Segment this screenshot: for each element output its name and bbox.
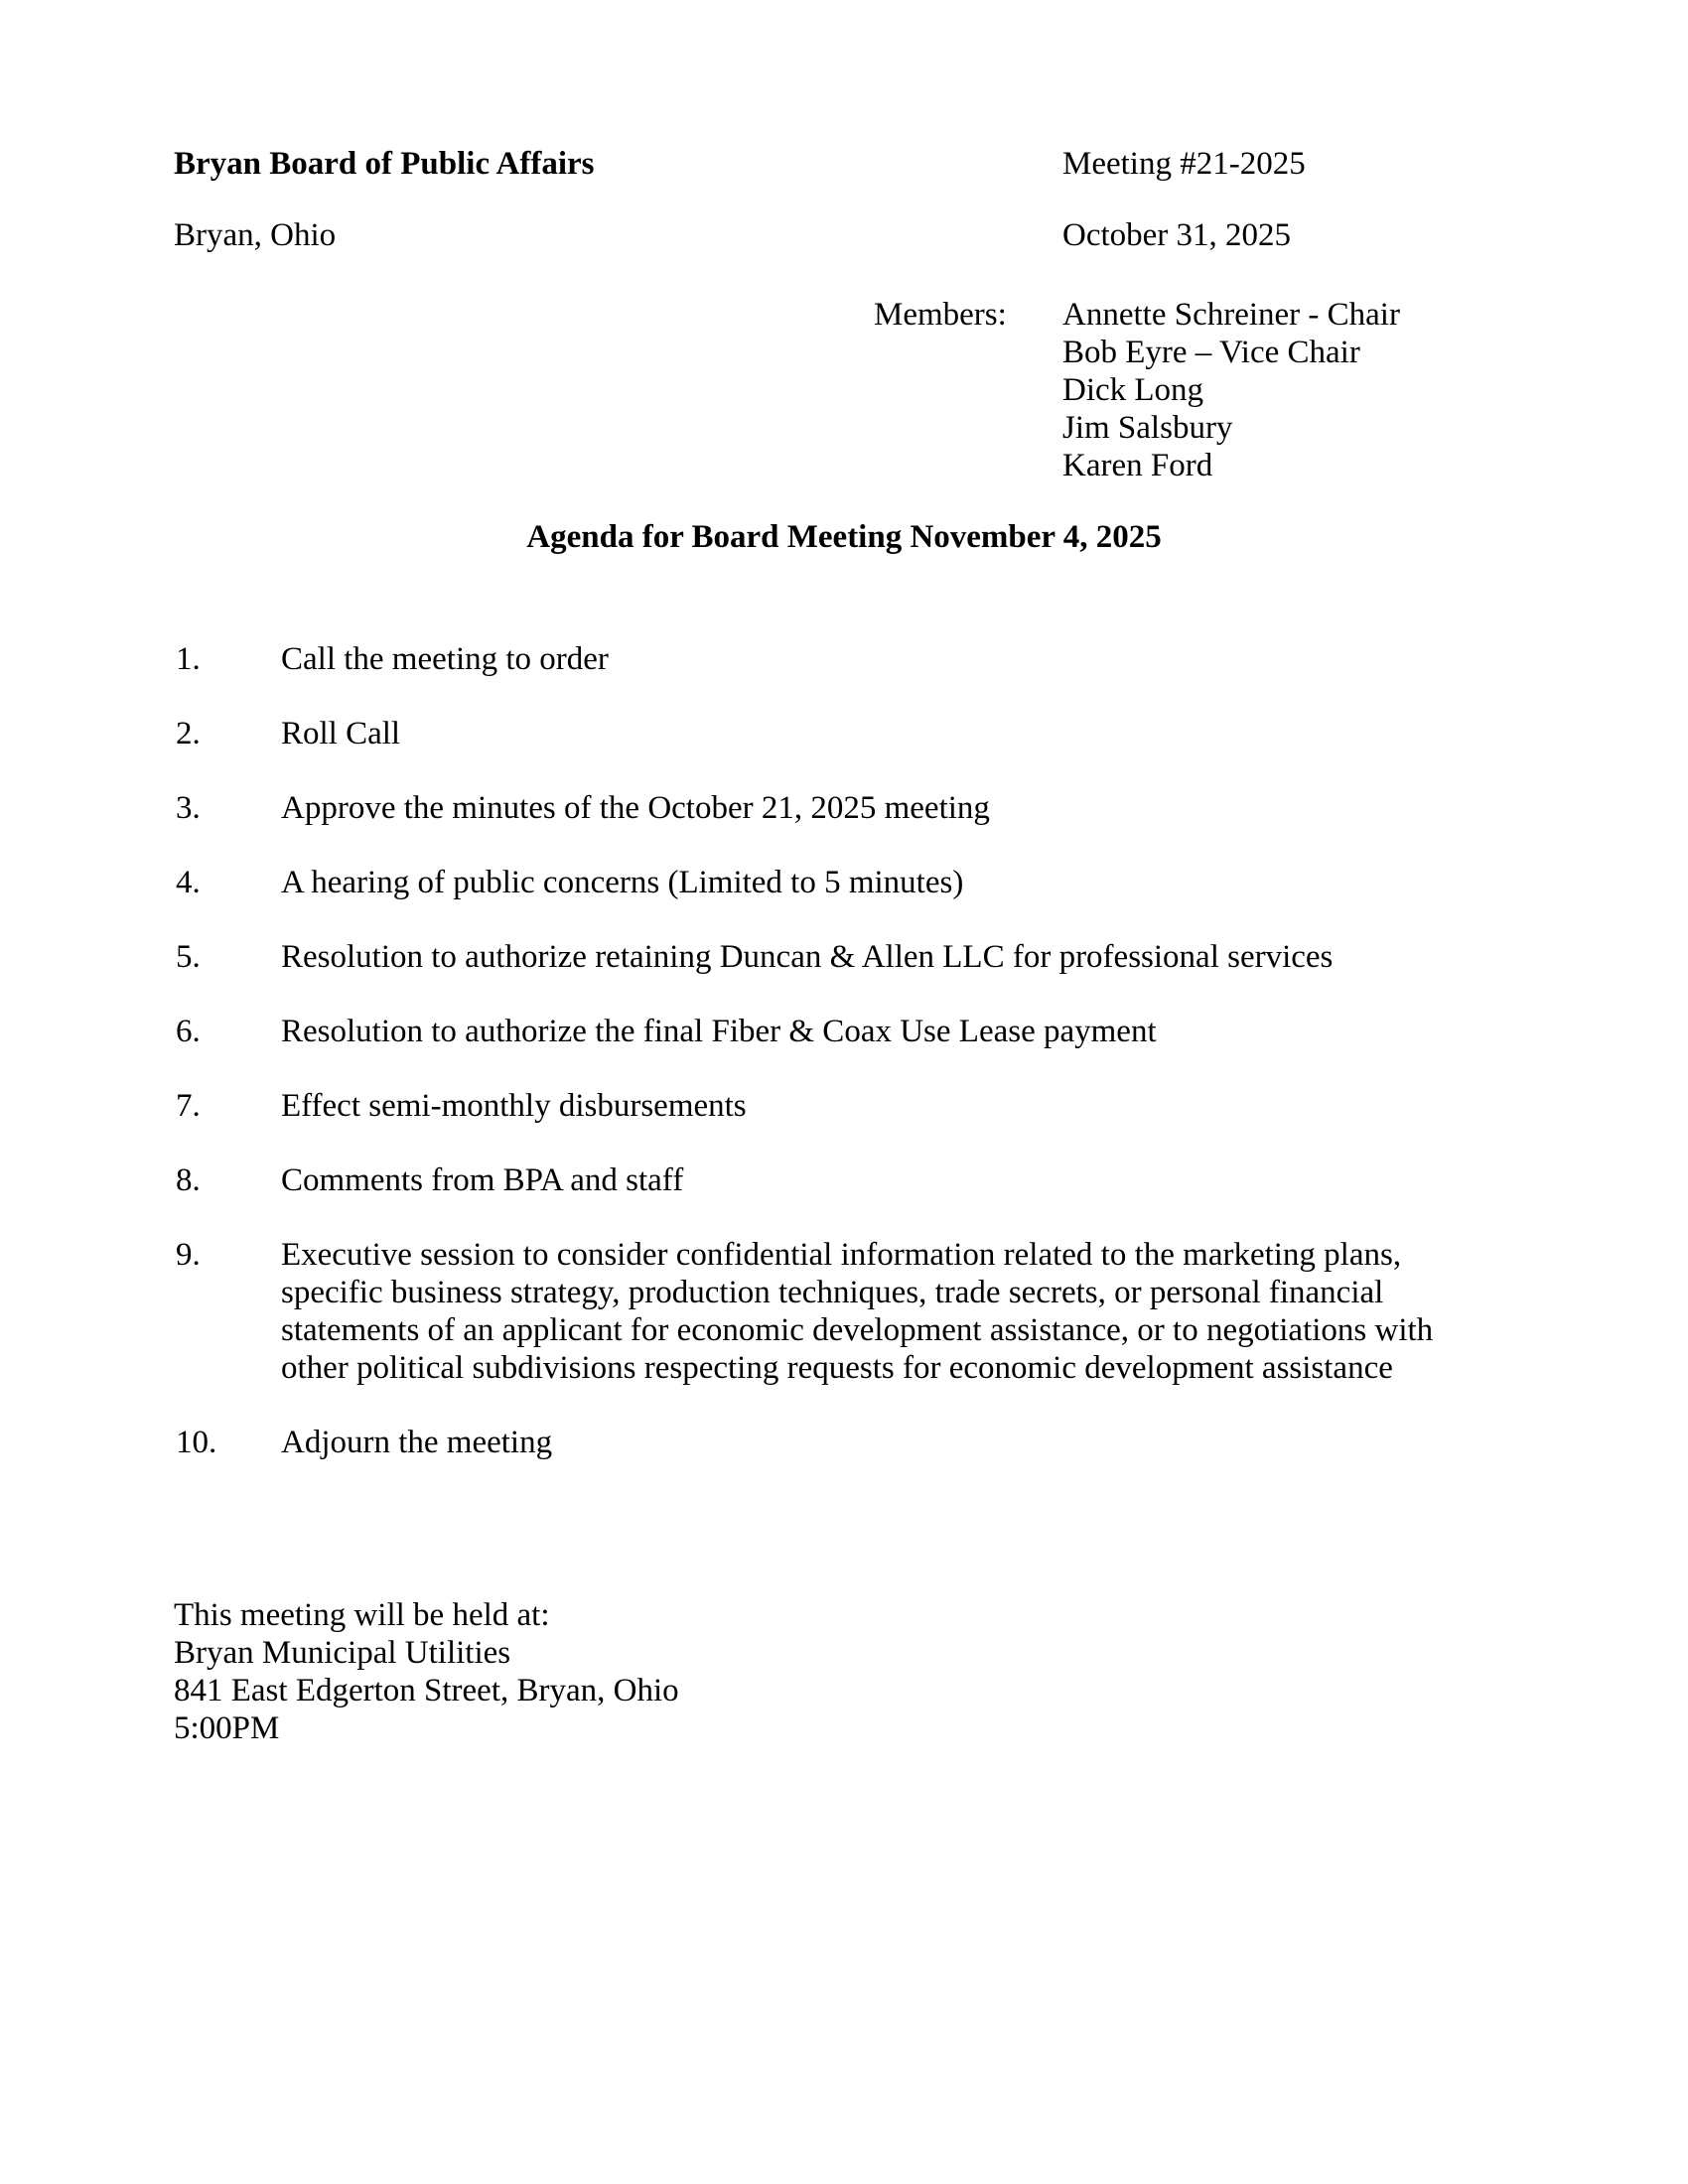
agenda-item-text: Approve the minutes of the October 21, 2025 meeting [281, 790, 990, 826]
organization-name: Bryan Board of Public Affairs [174, 146, 595, 182]
agenda-item [176, 1236, 1496, 1387]
members-list [1062, 296, 1400, 484]
agenda-item-number: 7. [176, 1088, 201, 1124]
meeting-number: Meeting #21-2025 [1062, 146, 1306, 182]
venue-line: Bryan Municipal Utilities [174, 1635, 511, 1671]
organization-location: Bryan, Ohio [174, 217, 337, 253]
agenda-item [176, 1087, 1496, 1125]
document-date: October 31, 2025 [1062, 217, 1292, 253]
agenda-item-text: Roll Call [281, 716, 401, 751]
member-name: Dick Long [1062, 372, 1204, 408]
agenda-item-text: Executive session to consider confidential information related to the marketing plans, specific business strategy, production techniques, trade secrets, or personal financial statements of an applicant for economic development assistance, or to negotiations with other political subdivisions respecting requests for economic development assistance [281, 1237, 1434, 1386]
agenda-item [176, 640, 1496, 678]
agenda-item [176, 1161, 1496, 1199]
agenda-item-number: 9. [176, 1237, 201, 1273]
agenda-item-text: A hearing of public concerns (Limited to 5 minutes) [281, 865, 964, 900]
agenda-item-number: 4. [176, 865, 201, 900]
member-name: Bob Eyre – Vice Chair [1062, 335, 1360, 370]
agenda-list [176, 640, 1496, 1498]
venue-line: 841 East Edgerton Street, Bryan, Ohio [174, 1673, 679, 1708]
venue-line: This meeting will be held at: [174, 1597, 550, 1633]
member-name: Karen Ford [1062, 448, 1213, 483]
agenda-item-text: Resolution to authorize the final Fiber & Coax Use Lease payment [281, 1014, 1157, 1049]
agenda-item [176, 1424, 1496, 1461]
agenda-item-number: 2. [176, 716, 201, 751]
agenda-item-number: 3. [176, 790, 201, 826]
agenda-item [176, 789, 1496, 827]
agenda-item-number: 10. [176, 1425, 217, 1460]
agenda-item-text: Resolution to authorize retaining Duncan & Allen LLC for professional services [281, 939, 1334, 975]
agenda-item-number: 6. [176, 1014, 201, 1049]
agenda-item [176, 938, 1496, 976]
venue-block [174, 1596, 679, 1747]
member-name: Jim Salsbury [1062, 410, 1233, 446]
agenda-title: Agenda for Board Meeting November 4, 2025 [526, 519, 1162, 555]
agenda-item-text: Comments from BPA and staff [281, 1162, 684, 1198]
agenda-item-text: Effect semi-monthly disbursements [281, 1088, 747, 1124]
agenda-item-text: Call the meeting to order [281, 641, 609, 677]
agenda-item [176, 864, 1496, 901]
agenda-item-number: 1. [176, 641, 201, 677]
members-label: Members: [874, 297, 1007, 333]
venue-line: 5:00PM [174, 1710, 280, 1746]
agenda-item-text: Adjourn the meeting [281, 1425, 553, 1460]
agenda-item [176, 1013, 1496, 1050]
agenda-item-number: 5. [176, 939, 201, 975]
agenda-item-number: 8. [176, 1162, 201, 1198]
agenda-item [176, 715, 1496, 752]
member-name: Annette Schreiner - Chair [1062, 297, 1400, 333]
